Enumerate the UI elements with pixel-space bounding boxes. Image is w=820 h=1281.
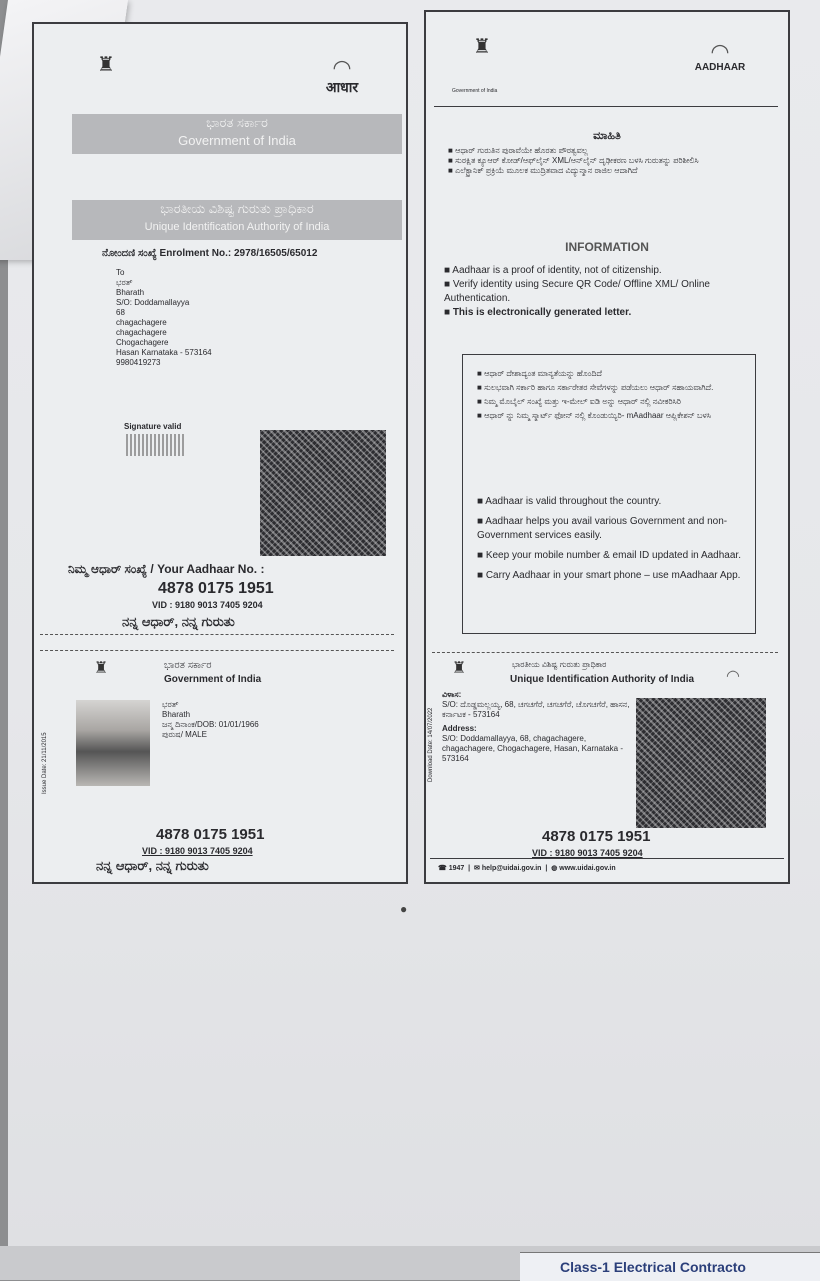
cut-line	[40, 634, 394, 635]
list-item: ■ ಸುಲಭವಾಗಿ ಸರ್ಕಾರಿ ಹಾಗೂ ಸರ್ಕಾರೇತರ ಸೇವೆಗಳನ್ನು ಪಡೆಯಲು ಆಧಾರ್ ಸಹಾಯವಾಗಿದೆ.	[477, 383, 714, 392]
qr-code	[260, 430, 386, 556]
footer-phone: 1947	[448, 865, 465, 872]
address-line: Hasan Karnataka - 573164	[116, 348, 212, 357]
address-line: Chogachagere	[116, 338, 169, 347]
underlying-card-text: Class-1 Electrical Contracto	[560, 1259, 746, 1275]
gender: ಪುರುಷ/ MALE	[162, 730, 207, 739]
list-item: ■ ಆಧಾರ್ ನ್ನು ನಿಮ್ಮ ಸ್ಮಾರ್ಟ್ ಫೋನ್ ನಲ್ಲಿ ಕೊಂಡುಯ್ಯಿರಿ- mAadhaar ಆಪ್ಲಿಕೇಶನ್ ಬಳಸಿ	[477, 411, 712, 420]
signature-valid-label: Signature valid	[124, 422, 182, 431]
phone-icon: ☎	[438, 865, 447, 872]
aadhaar-logo-text: AADHAAR	[694, 62, 746, 73]
uidai-kn: ಭಾರತೀಯ ವಿಶಿಷ್ಟ ಗುರುತು ಪ್ರಾಧಿಕಾರ	[160, 201, 314, 216]
card-address	[442, 690, 634, 764]
info-list	[444, 264, 772, 320]
cut-line	[40, 650, 394, 651]
address-en: S/O: Doddamallayya, 68, chagachagere, chagachagere, Chogachagere, Hasan, Karnataka - 573164	[442, 734, 624, 763]
dob: ಜನ್ಮ ದಿನಾಂಕ/DOB: 01/01/1966	[162, 720, 259, 729]
address-line: 9980419273	[116, 358, 161, 367]
mail-icon: ✉	[474, 865, 480, 872]
card-gov-en: Government of India	[164, 674, 262, 685]
enrolment-number: ನೋಂದಣಿ ಸಂಖ್ಯೆ Enrolment No.: 2978/16505/65012	[102, 248, 318, 259]
card-details	[162, 700, 259, 740]
address-line: chagachagere	[116, 318, 167, 327]
address-block	[116, 268, 212, 368]
name-kn: ಭರತ್	[162, 700, 179, 709]
box-list	[477, 495, 743, 583]
footer-divider	[430, 858, 784, 859]
aadhaar-logo-text: आधार	[325, 79, 359, 95]
emblem-icon: ♜	[97, 54, 115, 76]
card-aadhaar-number: 4878 0175 1951	[156, 826, 265, 843]
uidai-band	[72, 200, 402, 240]
list-item: ■ Verify identity using Secure QR Code/ Offline XML/ Online Authentication.	[444, 279, 710, 304]
list-item: ■ Aadhaar is valid throughout the country.	[477, 496, 662, 507]
info-box	[462, 354, 756, 634]
address-line: chagachagere	[116, 328, 167, 337]
aadhaar-number: 4878 0175 1951	[158, 580, 274, 597]
list-item: ■ Aadhaar is a proof of identity, not of citizenship.	[444, 265, 662, 276]
address-line: Bharath	[116, 288, 145, 297]
aadhaar-logo	[306, 55, 378, 97]
gov-kn: ಭಾರತ ಸರ್ಕಾರ	[206, 115, 268, 130]
divider	[434, 106, 778, 107]
list-item: ■ ಆಧಾರ್ ಗುರುತಿನ ಪುರಾವೆಯೇ ಹೊರತು ಪೌರತ್ವವಲ್ಲ	[448, 146, 588, 155]
list-item: ■ ಸುರಕ್ಷಿತ ಕ್ಯೂಆರ್ ಕೋಡ್/ಆಫ್‌ಲೈನ್ XML/ಆನ್‌ಲೈನ್ ದೃಢೀಕರಣ ಬಳಸಿ ಗುರುತನ್ನು ಪರಿಶೀಲಿಸಿ	[448, 156, 699, 165]
info-kn-title: ಮಾಹಿತಿ	[593, 130, 621, 142]
name-en: Bharath	[162, 710, 191, 719]
card-vid: VID : 9180 9013 7405 9204	[532, 848, 643, 858]
info-kn-list	[448, 146, 740, 176]
fingerprint-sun-icon: ◠	[710, 39, 730, 64]
list-item: ■ Aadhaar helps you avail various Government and non-Government services easily.	[477, 516, 728, 541]
card-uidai-kn: ಭಾರತೀಯ ವಿಶಿಷ್ಟ ಗುರುತು ಪ್ರಾಧಿಕಾರ	[512, 660, 607, 669]
list-item: ■ ನಿಮ್ಮ ಮೊಬೈಲ್ ಸಂಖ್ಯೆ ಮತ್ತು ಇ-ಮೇಲ್ ಐಡಿ ಅನ್ನು ಆಧಾರ್ ನಲ್ಲಿ ನವೀಕರಿಸಿರಿ	[477, 397, 682, 406]
card-aadhaar-number: 4878 0175 1951	[542, 828, 651, 845]
aadhaar-letter-right-panel	[424, 10, 790, 884]
address-label: Address:	[442, 724, 477, 733]
address-line: 68	[116, 308, 125, 317]
list-item: ■ This is electronically generated letter.	[444, 307, 632, 318]
globe-icon: ◍	[551, 865, 558, 872]
fingerprint-sun-icon: ◠	[332, 55, 352, 80]
download-date: Download Date: 14/07/2022	[428, 707, 434, 782]
gov-band	[72, 114, 402, 154]
qr-code	[636, 698, 766, 828]
signature-stamp	[126, 434, 186, 456]
footer-email: help@uidai.gov.in	[481, 865, 542, 872]
address-line: S/O: Doddamallayya	[116, 298, 190, 307]
info-title: INFORMATION	[565, 240, 649, 254]
card-gov-kn: ಭಾರತ ಸರ್ಕಾರ	[164, 660, 212, 671]
stain-mark: ●	[400, 902, 408, 916]
emblem-caption: Government of India	[452, 88, 498, 94]
list-item: ■ Keep your mobile number & email ID updated in Aadhaar.	[477, 550, 741, 561]
emblem-icon: ♜	[93, 660, 109, 677]
address-line: To	[116, 268, 125, 277]
footer-web: www.uidai.gov.in	[559, 865, 616, 872]
address-kn-label: ವಿಳಾಸ:	[442, 690, 462, 699]
uidai-en: Unique Identification Authority of India	[144, 221, 330, 233]
holder-photo	[76, 700, 150, 786]
address-kn: S/O: ದೊಡ್ಡಮಲ್ಲಯ್ಯ, 68, ಚಗಚಗೆರೆ, ಚಗಚಗೆರೆ, ಚೊಗಚಗೆರೆ, ಹಾಸನ, ಕರ್ನಾಟಕ - 573164	[442, 700, 630, 719]
card-uidai-en: Unique Identification Authority of India	[510, 674, 695, 685]
vid-number: VID : 9180 9013 7405 9204	[152, 600, 263, 610]
tagline: ನನ್ನ ಆಧಾರ್, ನನ್ನ ಗುರುತು	[122, 614, 235, 629]
paper-sheet	[8, 0, 820, 1250]
address-line: ಭರತ್	[116, 278, 133, 287]
your-aadhaar-label: ನಿಮ್ಮ ಆಧಾರ್ ಸಂಖ್ಯೆ / Your Aadhaar No. :	[68, 562, 265, 576]
gov-en: Government of India	[178, 133, 296, 148]
list-item: ■ ಎಲೆಕ್ಟ್ರಾನಿಕ್ ಪ್ರಕ್ರಿಯೆ ಮೂಲಕ ಮುದ್ರಿತವಾದ ವಿದ್ಯುನ್ಮಾನ ರಾಜಿಲ ಆದಾಗಿದೆ	[448, 166, 638, 175]
issue-date: Issue Date: 21/11/2015	[42, 732, 48, 794]
aadhaar-logo-small-icon: ◠	[726, 668, 740, 685]
cut-line	[432, 652, 778, 653]
aadhaar-letter-left-panel	[32, 22, 408, 884]
card-vid: VID : 9180 9013 7405 9204	[142, 846, 253, 856]
box-kn-list	[477, 369, 739, 421]
underlying-card	[520, 1252, 820, 1281]
list-item: ■ Carry Aadhaar in your smart phone – use mAadhaar App.	[477, 570, 741, 581]
card-tagline: ನನ್ನ ಆಧಾರ್, ನನ್ನ ಗುರುತು	[96, 858, 209, 873]
emblem-icon: ♜	[473, 36, 491, 58]
card-footer: ☎ 1947 | ✉ help@uidai.gov.in | ◍ www.uidai.gov.in	[438, 865, 616, 872]
aadhaar-logo	[682, 39, 758, 73]
emblem-icon: ♜	[451, 660, 467, 677]
list-item: ■ ಆಧಾರ್ ದೇಶಾದ್ಯಂತ ಮಾನ್ಯತೆಯನ್ನು ಹೊಂದಿದೆ	[477, 369, 602, 378]
